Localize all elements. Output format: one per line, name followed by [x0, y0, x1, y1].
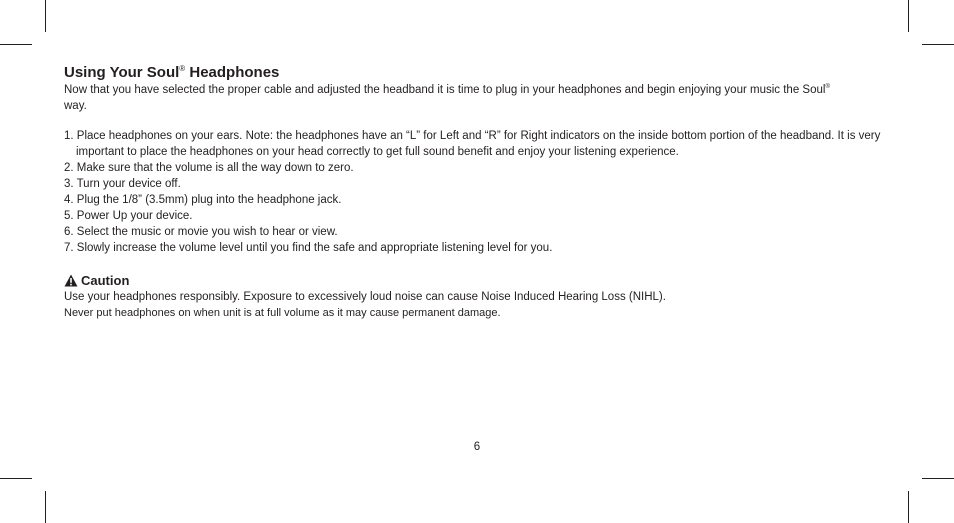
crop-mark-top-right-horizontal [922, 44, 954, 45]
registered-mark: ® [179, 64, 186, 73]
crop-mark-top-left-vertical [45, 0, 46, 32]
crop-mark-bottom-right-vertical [908, 491, 909, 523]
page-number: 6 [473, 441, 481, 453]
crop-mark-bottom-left-vertical [45, 491, 46, 523]
list-item: 4. Plug the 1/8” (3.5mm) plug into the headphone jack. [64, 194, 342, 206]
intro-text: Now that you have selected the proper cable and adjusted the headband it is time to plug in your headphones and begin enjoying your music the Soul [64, 84, 826, 96]
list-item: 1. Place headphones on your ears. Note: the headphones have an “L” for Left and “R” for Right indicators on the inside bottom portion of the headband. It is very important to place the headphones on your head correctly to get full sound benefit and enjoy your listening experience. [64, 130, 881, 158]
list-item: 5. Power Up your device. [64, 210, 193, 222]
caution-title: Caution [81, 273, 130, 288]
section-heading [64, 63, 894, 82]
caution-body [64, 289, 894, 321]
heading-text-suffix: Headphones [185, 64, 280, 81]
intro-paragraph [64, 82, 894, 114]
steps-list [64, 128, 894, 256]
caution-line-2: Never put headphones on when unit is at full volume as it may cause permanent damage. [64, 307, 501, 319]
intro-tail: way. [64, 100, 87, 112]
list-item: 6. Select the music or movie you wish to hear or view. [64, 226, 338, 238]
crop-mark-bottom-right-horizontal [922, 478, 954, 479]
list-item: 3. Turn your device off. [64, 178, 181, 190]
crop-mark-bottom-left-horizontal [0, 478, 32, 479]
page-content [64, 63, 894, 321]
crop-mark-top-left-horizontal [0, 44, 32, 45]
list-item: 2. Make sure that the volume is all the way down to zero. [64, 162, 354, 174]
list-item: 7. Slowly increase the volume level until you find the safe and appropriate listening level for you. [64, 242, 553, 254]
caution-heading [64, 272, 894, 289]
intro-registered-mark: ® [825, 84, 830, 91]
crop-mark-top-right-vertical [908, 0, 909, 32]
caution-line-1: Use your headphones responsibly. Exposure to excessively loud noise can cause Noise Induced Hearing Loss (NIHL). [64, 291, 666, 303]
warning-triangle-icon [64, 274, 78, 287]
heading-text: Using Your Soul [64, 64, 180, 81]
